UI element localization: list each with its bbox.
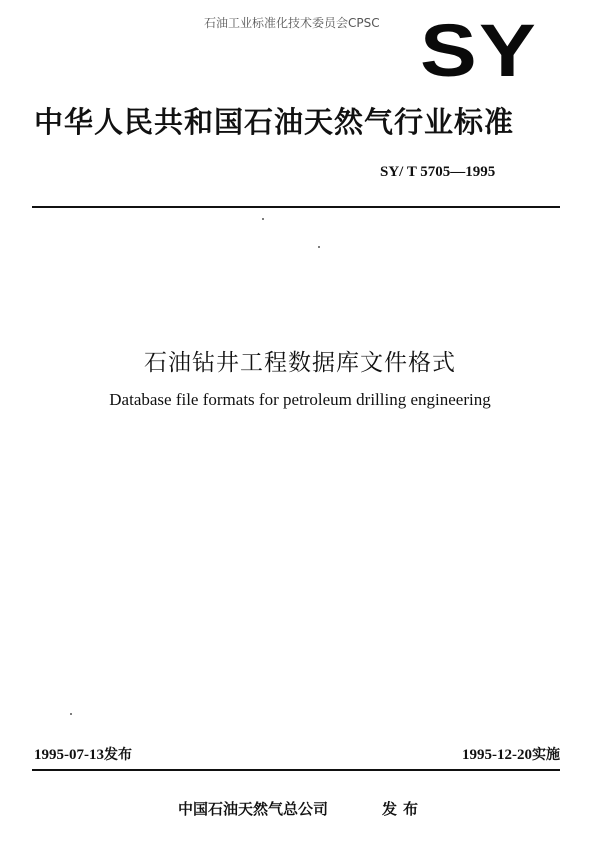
bottom-divider — [32, 769, 560, 771]
impl-date-label: 实施 — [532, 747, 560, 763]
issue-date-label: 发布 — [104, 747, 132, 763]
standard-code: SY/ T 5705—1995 — [380, 164, 496, 180]
issue-date-value: 1995-07-13 — [34, 747, 104, 763]
scan-speck — [262, 218, 264, 220]
implementation-date — [462, 744, 560, 764]
impl-date-value: 1995-12-20 — [462, 747, 532, 763]
top-divider — [32, 206, 560, 208]
sy-logo: SY — [420, 9, 539, 92]
publisher-name: 中国石油天然气总公司 — [178, 800, 329, 818]
document-title-cn: 石油钻井工程数据库文件格式 — [144, 350, 456, 376]
scan-speck — [70, 713, 72, 715]
publish-label: 发布 — [382, 800, 425, 818]
org-title: 中华人民共和国石油天然气行业标准 — [34, 105, 515, 139]
watermark-text: 石油工业标准化技术委员会CPSC — [204, 16, 380, 30]
document-title-en: Database file formats for petroleum drilling engineering — [109, 390, 491, 409]
scan-speck — [318, 246, 320, 248]
issue-date — [34, 744, 132, 764]
